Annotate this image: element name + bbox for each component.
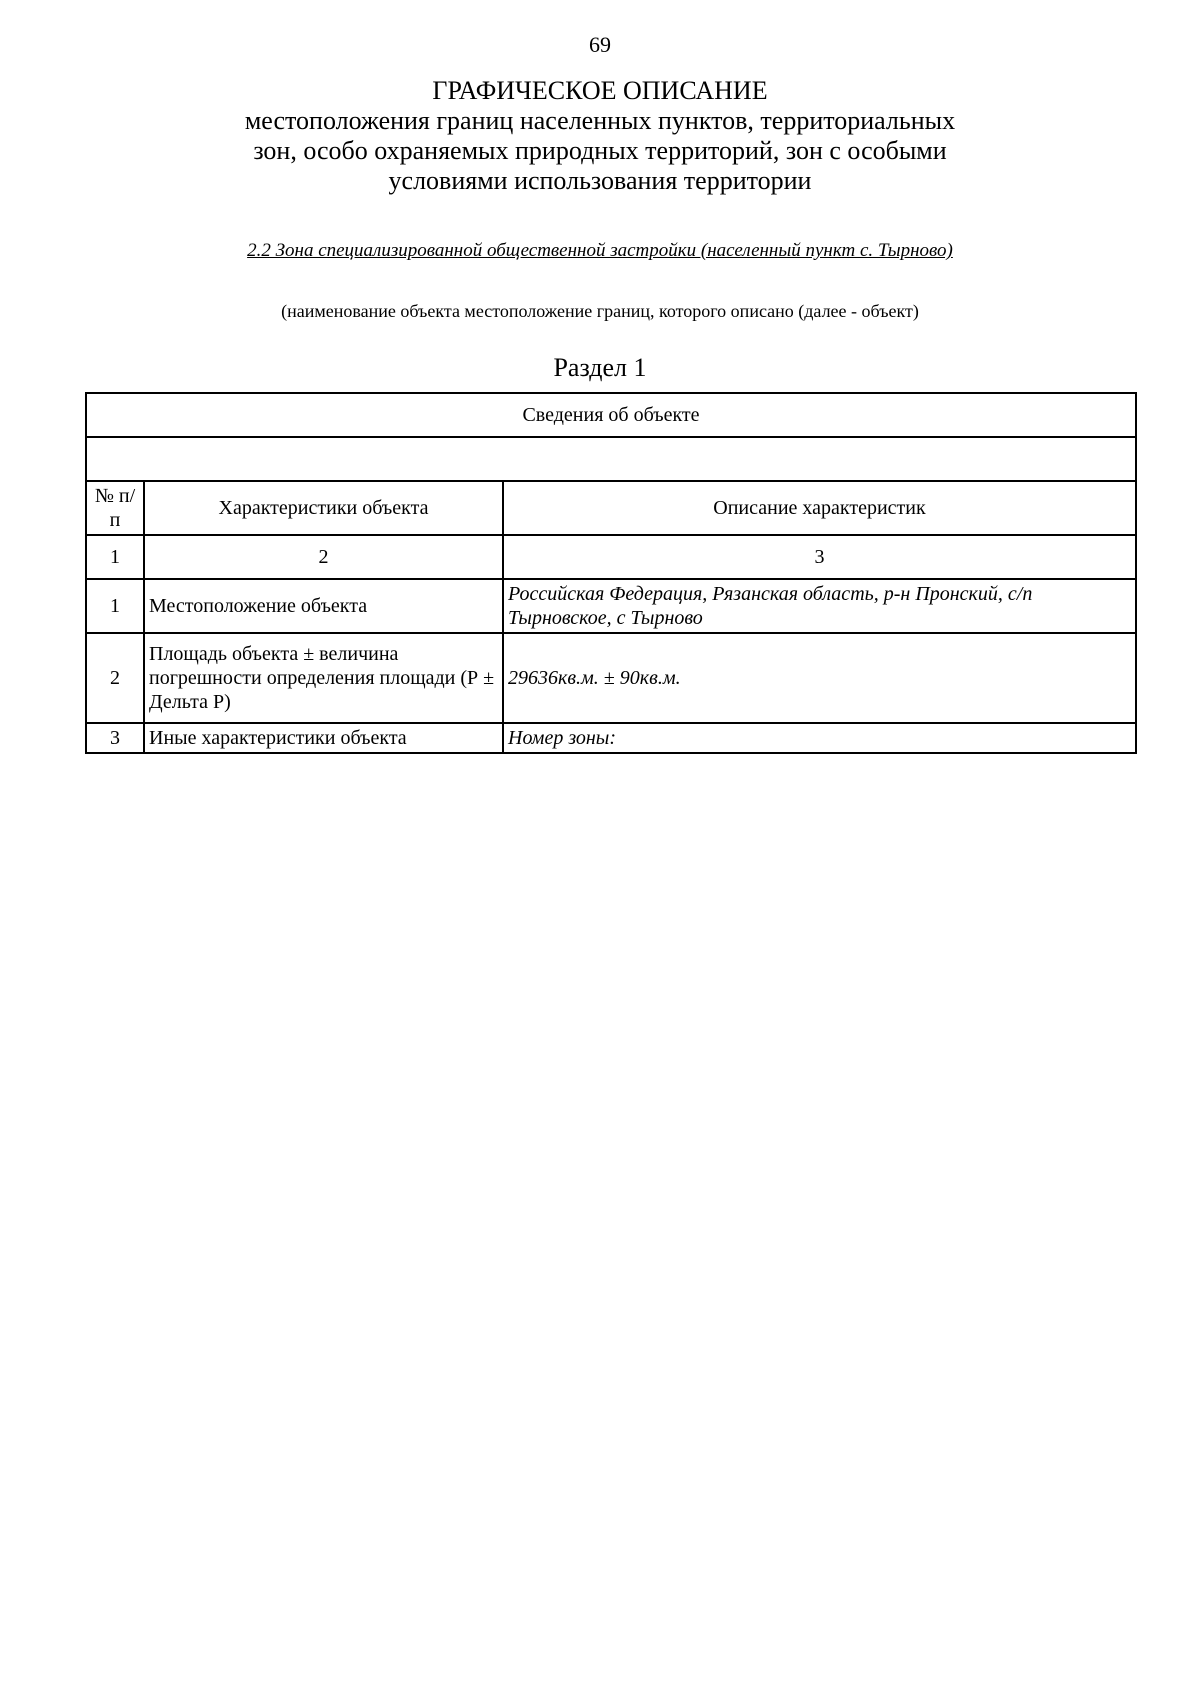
title-line: условиями использования территории [388,166,812,195]
title-line: зон, особо охраняемых природных территорий, зон с особыми [253,136,947,165]
header-description: Описание характеристик [503,481,1136,535]
row-characteristic: Местоположение объекта [144,579,503,633]
row-num: 1 [86,579,144,633]
row-description: 29636кв.м. ± 90кв.м. [503,633,1136,723]
column-number: 1 [86,535,144,579]
object-info-table [85,392,1137,754]
table-empty-row [86,437,1136,481]
header-num: № п/п [86,481,144,535]
row-characteristic: Площадь объекта ± величина погрешности определения площади (Р ± Дельта Р) [144,633,503,723]
row-num: 2 [86,633,144,723]
row-num: 3 [86,723,144,753]
column-number: 2 [144,535,503,579]
column-number: 3 [503,535,1136,579]
object-name-text: 2.2 Зона специализированной общественной застройки (населенный пункт с. Тырново) [247,240,953,261]
title-line: ГРАФИЧЕСКОЕ ОПИСАНИЕ [432,76,768,105]
object-name [0,240,1200,262]
header-characteristic: Характеристики объекта [144,481,503,535]
title-line: местоположения границ населенных пунктов, территориальных [244,106,956,135]
object-caption: (наименование объекта местоположение границ, которого описано (далее - объект) [281,301,919,321]
table-row [86,633,1136,723]
section-title: Раздел 1 [553,353,647,382]
document-title [100,76,1100,196]
row-description: Российская Федерация, Рязанская область, р-н Пронский, с/п Тырновское, с Тырново [503,579,1136,633]
page-number: 69 [589,32,611,57]
table-row [86,579,1136,633]
table-caption: Сведения об объекте [86,393,1136,437]
row-description: Номер зоны: [503,723,1136,753]
table-row [86,723,1136,753]
row-characteristic: Иные характеристики объекта [144,723,503,753]
